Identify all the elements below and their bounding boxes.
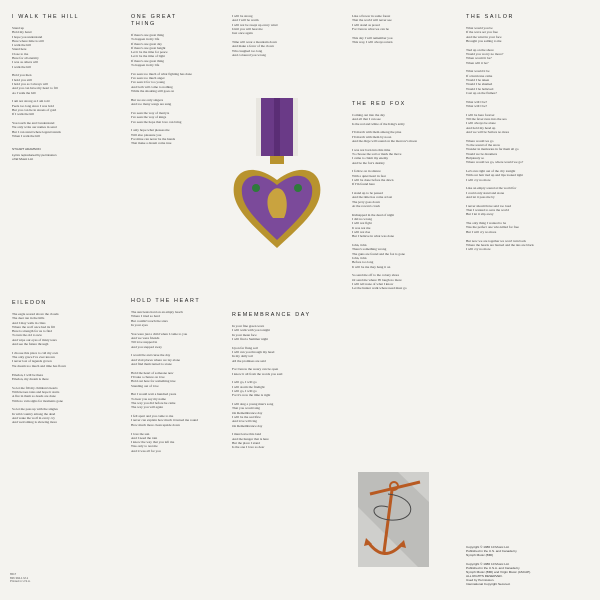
lyric-line: of EI Music Ltd.: [12, 157, 34, 162]
lyric-line: Is the one I love so dear: [232, 445, 265, 450]
lyric-line: I came to claim my enemy: [352, 156, 389, 161]
lyric-line: Copyright © 1986 10 Music Ltd.: [466, 561, 510, 566]
lyric-line: Brought you sailing to me: [466, 38, 502, 43]
lyric-line: With heroes tales and hope it starts: [12, 389, 60, 394]
lyric-line: I was as others will: [12, 60, 39, 65]
anchor-image: [358, 472, 429, 567]
lyric-line: On Remembrance day: [232, 423, 263, 428]
lyric-line: I will be strong: [232, 14, 253, 18]
song-title: ONE GREAT THING: [131, 14, 177, 27]
lyric-line: In your fine green worn: [232, 324, 265, 328]
lyric-line: 6517: [10, 572, 17, 576]
lyric-line: I will storm the firelight: [232, 384, 265, 389]
lyric-line: Who laughed too long: [232, 48, 263, 53]
lyric-line: But couldn't reach the stars: [131, 318, 168, 323]
lyric-line: It was not me: [352, 225, 371, 230]
lyric-line: The deer ran in the hills: [12, 316, 45, 321]
lyric-line: Feels too long since I was bold: [12, 103, 55, 108]
lyric-line: Tied up on the shore: [466, 47, 494, 52]
song-one-great-thing: [131, 14, 226, 146]
lyric-line: Would I be believed: [466, 86, 494, 91]
lyric-line: The way you did before he came: [131, 401, 176, 406]
lyric-line: John, John: [352, 256, 367, 261]
lyrics-block: [232, 324, 332, 450]
lyric-line: I will always be alone: [466, 121, 496, 126]
lyric-line: And make a fever of the clown: [232, 44, 274, 49]
lyric-line: Where would we go, where would we go?: [466, 160, 524, 165]
lyric-line: I'll march with them by noon: [352, 134, 392, 139]
lyric-line: But I believe in what was done: [352, 234, 394, 239]
lyric-line: I've seen too much of what fighting has done: [131, 71, 192, 76]
lyric-line: In my daily toil: [232, 354, 254, 359]
lyric-line: Helplessly so: [466, 155, 485, 160]
lyric-line: And we were friends: [131, 335, 160, 340]
lyric-line: To choose the soil or mark the move: [352, 152, 402, 157]
copyright-notice: [466, 545, 591, 586]
lyric-line: I follow on in silence: [352, 169, 381, 174]
lyric-line: Wonder in memories in far them all go: [466, 147, 519, 152]
lyric-line: I've seen the way of kings: [131, 115, 167, 120]
song-remembrance-day: [232, 312, 332, 450]
lyric-line: Is the red and white of the King's army: [352, 121, 405, 126]
lyric-line: John, John: [352, 243, 367, 248]
lyric-line: This way, I will always return: [352, 39, 393, 44]
copyright-lines: [466, 545, 591, 586]
lyric-line: Until you will hear me: [232, 26, 263, 31]
lyric-line: I will sing a young man's song: [232, 402, 274, 407]
lyric-line: I will cry no more: [466, 247, 491, 252]
lyric-line: Here is strength for us to find: [12, 329, 52, 334]
lyrics-block: [12, 26, 127, 138]
lyric-line: But we are only singers: [131, 97, 164, 102]
lyric-line: Cast up on the flames?: [466, 90, 497, 95]
lyric-line: I will not be swept up every wind: [232, 22, 278, 27]
lyric-line: I did no wrong: [352, 217, 373, 222]
lyric-line: 836 394-1 M-1: [10, 575, 29, 580]
lyric-line: And I need the rain: [131, 435, 158, 440]
lyric-line: Printed in U.S.A.: [10, 579, 31, 584]
lyric-line: For it's now the time is right: [232, 393, 271, 398]
lyric-line: Where would we go: [466, 138, 494, 143]
lyric-line: To the sound of the snow: [466, 143, 501, 148]
lyric-line: To hear you say my name: [131, 396, 166, 401]
lyrics-block: [131, 33, 226, 146]
lyric-line: And wipe our eyes of misty tears: [12, 337, 57, 342]
lyric-line: So let me pass up with the singles: [12, 407, 58, 412]
lyric-line: While the shouting still goes on: [131, 89, 175, 94]
song-title: REMEMBRANCE DAY: [232, 312, 311, 318]
song-the-sailor: [466, 14, 591, 251]
lyric-line: And wake the wolf in every cry: [12, 415, 55, 420]
lyric-line: I only hope what pleases me: [131, 128, 170, 133]
lyric-line: And the time has come at last: [352, 195, 393, 200]
lyric-line: Coming out into the day: [352, 113, 385, 117]
lyric-line: I will be here forever: [466, 112, 495, 117]
lyric-line: Let's run right out of the city tonight: [466, 169, 516, 174]
lyric-line: Here where time is still: [12, 38, 44, 43]
lyric-line: You touch me and I understand: [12, 121, 55, 126]
lyric-line: I will not fight: [352, 221, 372, 226]
lyric-line: Close to me: [12, 51, 29, 56]
lyric-line: Hold the heart of someone new: [131, 370, 174, 375]
lyric-line: Where the hearts are burned and the ties are black: [466, 242, 534, 247]
lyric-line: As I walk the hill: [12, 90, 36, 95]
lyric-line: But I let it slip away: [466, 212, 494, 217]
lyric-line: Will also pleasure you: [131, 132, 162, 137]
lyric-line: I've seen the way of martyrs: [131, 110, 170, 115]
lyric-line: And visit places where we lay alone: [131, 357, 180, 362]
lyric-line: I know it all from the words you said: [232, 371, 283, 376]
lyric-line: I never can explain how much it turned me round: [131, 418, 198, 423]
lyric-line: For I know the weary can be open: [232, 367, 279, 372]
lyric-line: I've seen it for too young: [131, 80, 165, 85]
lyric-line: That you would sing: [232, 406, 260, 411]
lyric-line: If there's one great day: [131, 41, 162, 46]
lyric-line: Upon far flung soil: [232, 345, 258, 350]
lyric-line: I stand up to be passed: [352, 191, 383, 196]
lyric-line: What will I be?: [466, 99, 487, 104]
lyric-line: I'll take a chance on love: [131, 375, 165, 380]
lyric-line: For I know what we can be: [352, 26, 389, 31]
lyric-line: I will walk with you tonight: [232, 328, 270, 333]
lyric-line: If the wave set you free: [466, 30, 498, 35]
lyric-line: On Remembrance day: [232, 410, 263, 415]
purple-heart-medal-image: [226, 20, 336, 257]
lyric-line: Published in the U.S.A. and Canada by: [466, 565, 520, 570]
lyric-line: I will tell none of what I know: [352, 282, 394, 286]
credit-author: STUART ADAMSON: [12, 147, 41, 152]
lyric-line: And I may walk in cities: [12, 320, 46, 325]
lyric-line: I will be done before the dawn: [352, 178, 394, 183]
lyric-line: I am not strong as I am told: [12, 99, 50, 104]
lyric-line: You were just a child when I came to you: [131, 331, 188, 336]
lyric-line: If there's one great thing: [131, 58, 164, 63]
lyric-line: Hold out here for something true: [131, 379, 176, 384]
lyric-line: All the promises are said: [232, 358, 266, 363]
lyric-line: Here for all eternity: [12, 56, 39, 61]
lyric-line: I know the way that you left me: [131, 440, 175, 445]
lyric-line: And the hunger that is here: [232, 436, 269, 441]
lyric-line: I must leave this land: [232, 432, 262, 437]
lyric-line: To happen in my life: [131, 37, 160, 42]
lyric-line: Time will wear a mountain down: [232, 39, 277, 44]
lyric-line: And hold my head up: [466, 125, 496, 130]
lyric-line: And we will be Sailors no more: [466, 129, 510, 134]
lyric-line: When would it be?: [466, 56, 492, 61]
lyric-line: But I can stand where legend stands: [12, 129, 61, 134]
lyric-line: If there's one great height: [131, 45, 166, 50]
lyric-line: Would I be taken: [466, 77, 490, 82]
lyric-line: Where the wolf once had its fill: [12, 324, 55, 329]
lyric-line: A fire in them so deeds are done: [12, 394, 56, 399]
lyric-line: International Copyright Secured.: [466, 581, 511, 586]
lyrics-block: [352, 113, 456, 291]
lyric-line: I would lie and curse the day: [131, 353, 171, 358]
catalog-number: [10, 573, 31, 584]
lyrics-block: [131, 310, 226, 453]
lyrics-block: [352, 14, 456, 44]
lyric-line: And welcoming is showing more: [12, 420, 58, 425]
lyric-line: What would you be: [466, 26, 493, 30]
song-flower: [352, 14, 456, 44]
lyric-line: The only thing I wanted to be: [466, 221, 507, 226]
lyric-line: And the dirge will sound on the morrow's moon: [352, 138, 417, 143]
lyric-line: And find them turned to stone: [131, 361, 172, 366]
lyric-line: And it was all for you: [131, 448, 161, 453]
lyric-line: Would we be dreamers: [466, 151, 498, 156]
song-title: I WALK THE HILL: [12, 14, 80, 20]
lyric-line: But now we are together we won't turn back: [466, 238, 526, 243]
lyric-line: But the place I stand: [232, 441, 260, 446]
lyric-line: Let it be the time for peace: [131, 50, 168, 55]
lyric-line: Stand up: [12, 26, 24, 30]
lyric-line: But I will cry no more: [466, 229, 497, 234]
song-title: HOLD THE HEART: [131, 298, 201, 304]
lyric-line: I could only stand and stone: [466, 190, 505, 195]
lyric-line: The jerry goes down: [352, 199, 380, 204]
credit-lines: [12, 153, 127, 161]
lyric-line: The eagle soared above the clouds: [12, 312, 59, 316]
lyric-line: With our hair tied up and lips looked tight: [466, 173, 523, 178]
lyric-line: I was not born into this time: [352, 147, 391, 152]
lyric-line: And be the fox's destiny: [352, 160, 385, 165]
lyric-line: Would you worry no more?: [466, 51, 504, 56]
lyric-line: But I would wait a hundred years: [131, 392, 177, 397]
lyric-line: I walk the hill: [12, 64, 31, 69]
lyric-line: Was only to test me: [131, 444, 158, 449]
lyric-line: Would I be shamed: [466, 82, 493, 87]
song-title: THE RED FOX: [352, 101, 406, 107]
lyric-line: Like an empty sound at the world for: [466, 186, 517, 191]
lyric-line: That the world will never see: [352, 18, 392, 23]
lyric-line: For mine can never be the hands: [131, 136, 176, 141]
lyric-line: And love will ring: [232, 419, 257, 424]
lyric-line: Copyright © 1986 10 Music Ltd.: [466, 545, 510, 549]
lyric-line: To turn the old to new: [12, 333, 42, 338]
lyric-line: I will go, I will go: [232, 389, 257, 394]
lyric-line: If I walk the hill: [12, 112, 35, 117]
lyric-line: How much more clean upside down: [131, 422, 180, 427]
lyric-line: I will find a Summer night: [232, 336, 269, 341]
catalog-lines: [10, 573, 31, 584]
lyric-line: With no vain sighs for moments gone: [12, 398, 63, 403]
lyric-line: And you can have my heart to fill: [12, 86, 58, 91]
lyric-line: I fell apart and you came to me: [131, 414, 174, 419]
lyric-line: I've seen too much anger: [131, 76, 165, 81]
lyric-line: What would it be: [466, 69, 490, 74]
lyric-line: Till the fever runs into the sea: [466, 117, 507, 122]
song-title: EILEDON: [12, 300, 47, 306]
lyric-line: That I wanted to save the world: [466, 208, 509, 213]
lyric-line: If there's one great thing: [131, 33, 164, 37]
lyric-line: The guns are found and the fox is gone: [352, 251, 405, 256]
lyric-line: And coloured you wrong: [232, 52, 266, 57]
lyric-line: And see the future through: [12, 342, 49, 347]
lyric-line: Eiledon, my dream is there: [12, 376, 49, 381]
lyrics-block: [12, 312, 127, 425]
lyric-line: Like a flower in some forest: [352, 14, 391, 18]
lyric-line: So send me off to the colony shore: [352, 273, 400, 278]
lyric-line: Nymph Music (BMI): [466, 553, 494, 557]
lyric-line: And I will be warm: [232, 18, 259, 23]
lyric-line: And you stepped away: [131, 344, 162, 349]
lyric-line: Hold you then: [12, 73, 32, 78]
lyric-line: What will I be?: [466, 103, 487, 108]
lyric-line: Where I tried so hard: [131, 314, 160, 319]
lyrics-block: [466, 26, 591, 251]
lyric-line: To happen in my life: [131, 63, 160, 68]
lyric-line: But you can lie in streets of gold: [12, 108, 57, 113]
song-title: THE SAILOR: [466, 14, 515, 20]
lyric-line: I will cry no more: [466, 177, 491, 182]
lyric-line: The way you will again: [131, 405, 164, 410]
song-red-fox: [352, 101, 456, 291]
lyric-line: We dream too much and time has flown: [12, 363, 67, 368]
lyric-line: Let the hunter walk where need must go: [352, 286, 407, 291]
lyric-line: Eiledon, I will be there: [12, 372, 44, 377]
lyric-line: That make a dream come true: [131, 141, 172, 146]
lyric-line: Or send me where I'll laugh no more: [352, 277, 402, 282]
lyric-line: Standing out of love: [131, 383, 159, 388]
lyric-line: I walk the hill: [12, 43, 31, 48]
lyric-line: I love the sun: [131, 431, 150, 436]
lyric-line: When will it be?: [466, 60, 489, 65]
lyric-line: I hope you understand: [12, 34, 43, 39]
lyric-line: In your mean face: [232, 332, 257, 337]
lyric-line: I'll march with them among the pine: [352, 130, 402, 135]
lyric-line: It will be me they hang it on: [352, 264, 391, 269]
lyric-line: And the wind in your face: [466, 34, 502, 39]
lyric-line: If I'm found here: [352, 182, 375, 187]
lyric-line: The sun beats hard on an empty beach: [131, 310, 183, 314]
lyric-line: And too many songs are sung: [131, 102, 172, 107]
lyric-line: The only grace I've ever known: [12, 355, 55, 360]
lyric-line: I will be the sacrifice: [232, 415, 261, 420]
lyric-line: If a hurricane came: [466, 73, 493, 78]
lyric-line: This day I will remember you: [352, 35, 393, 40]
lyric-line: Till love stepped in: [131, 340, 158, 345]
lyric-line: I never lost of legends grown: [12, 359, 52, 364]
lyric-line: I choose this place to call my own: [12, 350, 59, 355]
lyric-line: Before too long: [352, 260, 374, 265]
lyric-line: I hold you still: [12, 77, 32, 82]
lyric-line: In your eyes: [131, 322, 148, 327]
lyric-line: Published in the U.S. and Canada by: [466, 549, 517, 553]
lyric-line: ALL RIGHTS RESERVED.: [466, 573, 503, 578]
lyric-line: With a quiet heart in fear: [352, 173, 386, 178]
lyric-line: When I walk the hill: [12, 134, 40, 139]
song-walk-the-hill: [12, 14, 127, 161]
lyric-line: And let it pass me by: [466, 195, 495, 199]
lyric-line: Stand here: [12, 47, 27, 52]
lyric-line: I hold you as I always will: [12, 82, 48, 87]
lyric-line: I will go, I will go: [232, 380, 257, 385]
lyric-line: Kidnapped in the dead of night: [352, 212, 395, 217]
lyric-line: Let it be the time of light: [131, 54, 165, 59]
lyric-line: Lyrics reproduced by permission: [12, 153, 57, 158]
song-hold-the-heart: [131, 298, 226, 453]
lyric-line: We only write our names in sand: [12, 125, 57, 130]
lyric-line: I never should have said too loud: [466, 203, 512, 208]
lyric-line: There's something wrong: [352, 247, 387, 252]
lyric-line: I will stand as proud: [352, 22, 380, 27]
lyric-line: In wild country among the dead: [12, 411, 56, 416]
song-eiledon: [12, 300, 127, 425]
lyric-line: And both will come to nothing: [131, 84, 173, 89]
lyric-line: Hold my hand: [12, 30, 32, 35]
lyric-line: I will not rise: [352, 230, 371, 235]
lyric-line: At the rowan's crash: [352, 204, 380, 209]
lyric-line: Just once again: [232, 31, 253, 36]
lyric-line: Used by Permission.: [466, 577, 495, 582]
lyric-line: I've seen the hope that love can bring: [131, 119, 182, 124]
lyric-line: So let me fill my children's hearts: [12, 385, 58, 390]
lyric-line: Nymph Music (BMI) and Virgin Music (ASCAP).: [466, 569, 532, 574]
lyric-line: Was the perfect one who killed for free: [466, 225, 519, 230]
lyric-line: I will run you through my head: [232, 349, 275, 354]
lyric-line: And all that I can see: [352, 117, 381, 122]
